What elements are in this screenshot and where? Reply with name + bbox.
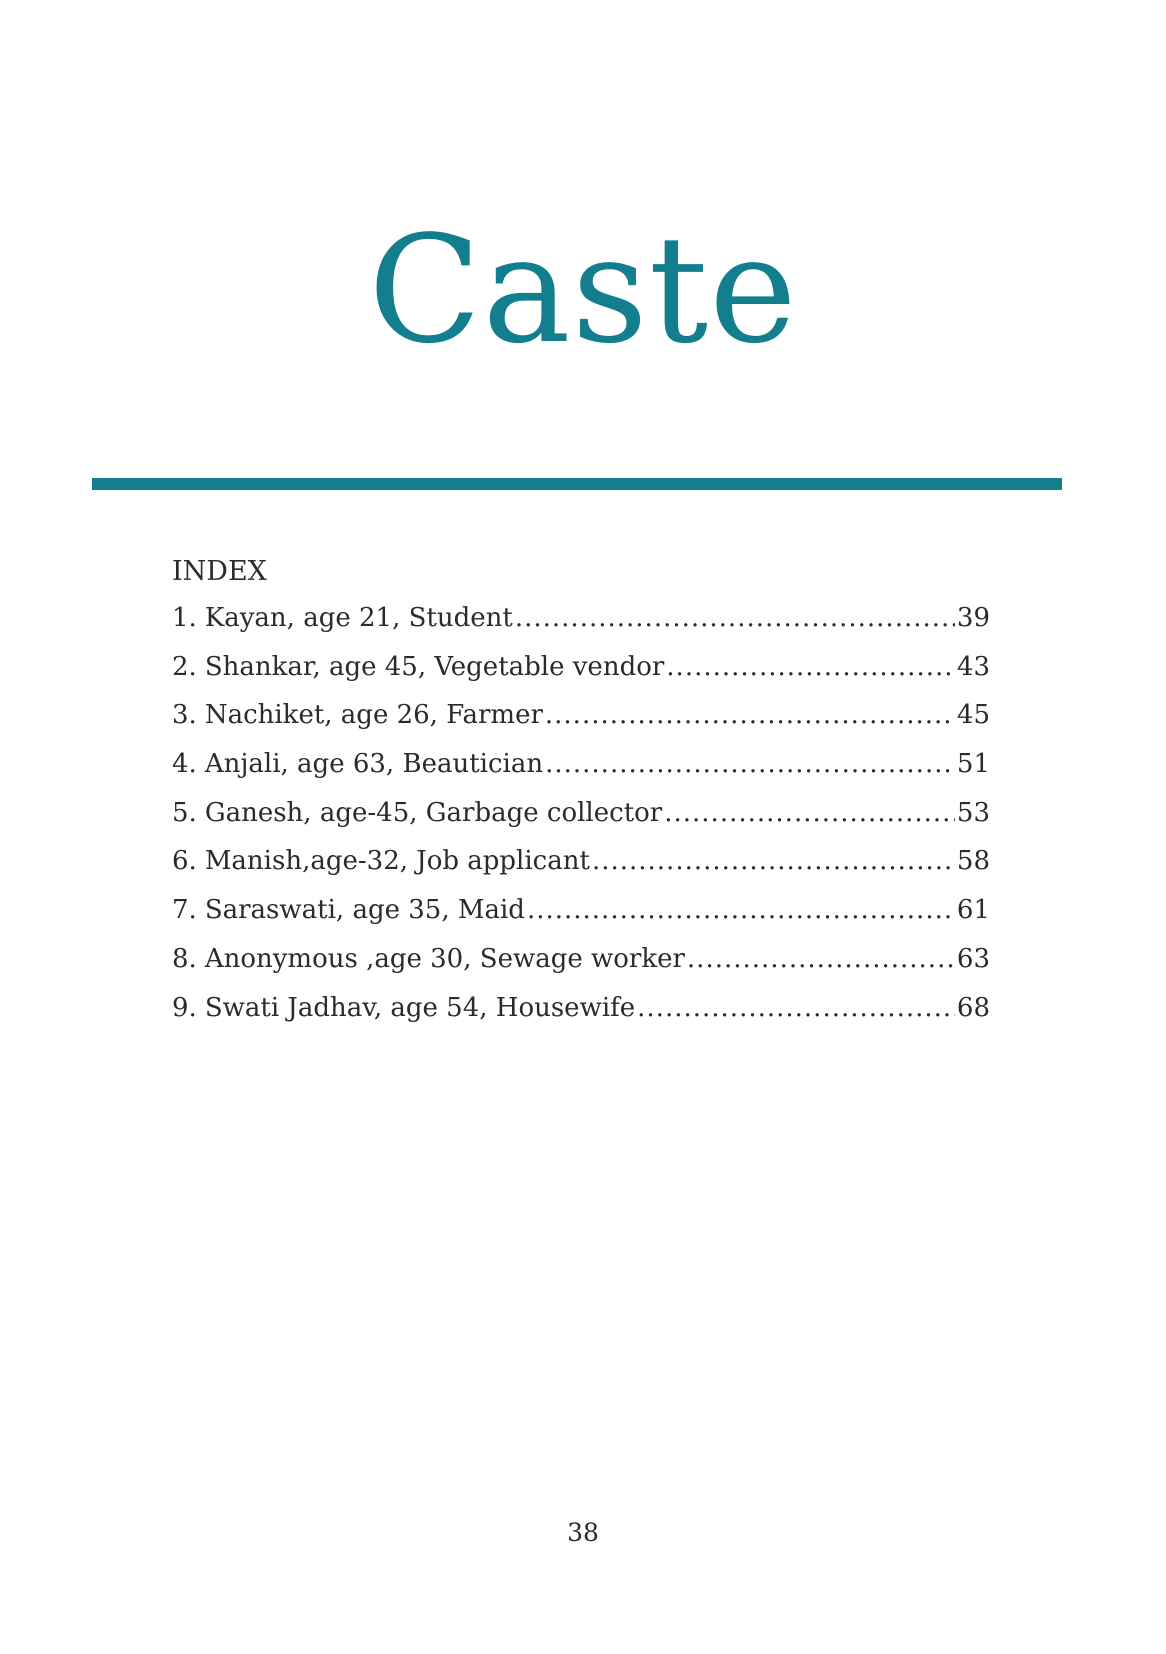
toc-entry[interactable] xyxy=(172,647,990,696)
index-heading: INDEX xyxy=(172,556,267,587)
toc-entry[interactable] xyxy=(172,695,990,744)
dot-leader xyxy=(545,744,955,784)
dot-leader xyxy=(666,647,955,687)
toc-entry-page: 43 xyxy=(956,651,990,682)
toc-entry-number: 5. xyxy=(172,797,197,828)
toc-entry-label: Saraswati, age 35, Maid xyxy=(204,895,525,926)
toc-entry-page: 61 xyxy=(956,895,990,926)
toc-entry-number: 6. xyxy=(172,846,197,877)
toc-entry-page: 45 xyxy=(956,700,990,731)
toc-entry[interactable] xyxy=(172,890,990,939)
toc-entry-page: 39 xyxy=(956,603,990,633)
toc-entry-number: 8. xyxy=(172,943,197,974)
dot-leader xyxy=(687,939,955,979)
toc-entry[interactable] xyxy=(172,939,990,988)
toc-entry[interactable] xyxy=(172,744,990,793)
index-section xyxy=(172,552,990,1036)
toc-entry-page: 53 xyxy=(956,797,990,828)
toc-entry[interactable] xyxy=(172,988,990,1037)
toc-entry-page: 51 xyxy=(956,749,990,780)
toc-entry-label: Ganesh, age-45, Garbage collector xyxy=(204,797,663,828)
toc-entry-label: Anjali, age 63, Beautician xyxy=(204,749,544,780)
toc-entry[interactable] xyxy=(172,793,990,842)
toc-entry-number: 1. xyxy=(172,603,197,633)
toc-entry-label: Shankar, age 45, Vegetable vendor xyxy=(204,651,665,682)
dot-leader xyxy=(515,598,955,638)
toc-list xyxy=(172,598,990,1036)
toc-entry-page: 68 xyxy=(956,992,990,1023)
toc-entry-label: Swati Jadhav, age 54, Housewife xyxy=(204,992,636,1023)
page-number: 38 xyxy=(567,1518,599,1547)
dot-leader xyxy=(637,988,955,1028)
toc-entry-number: 4. xyxy=(172,749,197,780)
page-title: Caste xyxy=(368,204,798,376)
toc-entry-number: 3. xyxy=(172,700,197,731)
toc-entry-label: Kayan, age 21, Student xyxy=(204,603,513,633)
toc-entry-number: 9. xyxy=(172,992,197,1023)
dot-leader xyxy=(664,793,955,833)
toc-entry[interactable] xyxy=(172,841,990,890)
toc-entry-label: Anonymous ,age 30, Sewage worker xyxy=(204,943,685,974)
toc-entry-page: 58 xyxy=(956,846,990,877)
toc-entry-page: 63 xyxy=(956,943,990,974)
toc-entry-number: 2. xyxy=(172,651,197,682)
dot-leader xyxy=(592,841,955,881)
toc-entry-label: Manish,age-32, Job applicant xyxy=(204,846,590,877)
title-divider xyxy=(92,478,1062,490)
dot-leader xyxy=(545,695,955,735)
toc-entry-number: 7. xyxy=(172,895,197,926)
toc-entry-label: Nachiket, age 26, Farmer xyxy=(204,700,543,731)
dot-leader xyxy=(527,890,955,930)
toc-entry[interactable] xyxy=(172,598,990,647)
